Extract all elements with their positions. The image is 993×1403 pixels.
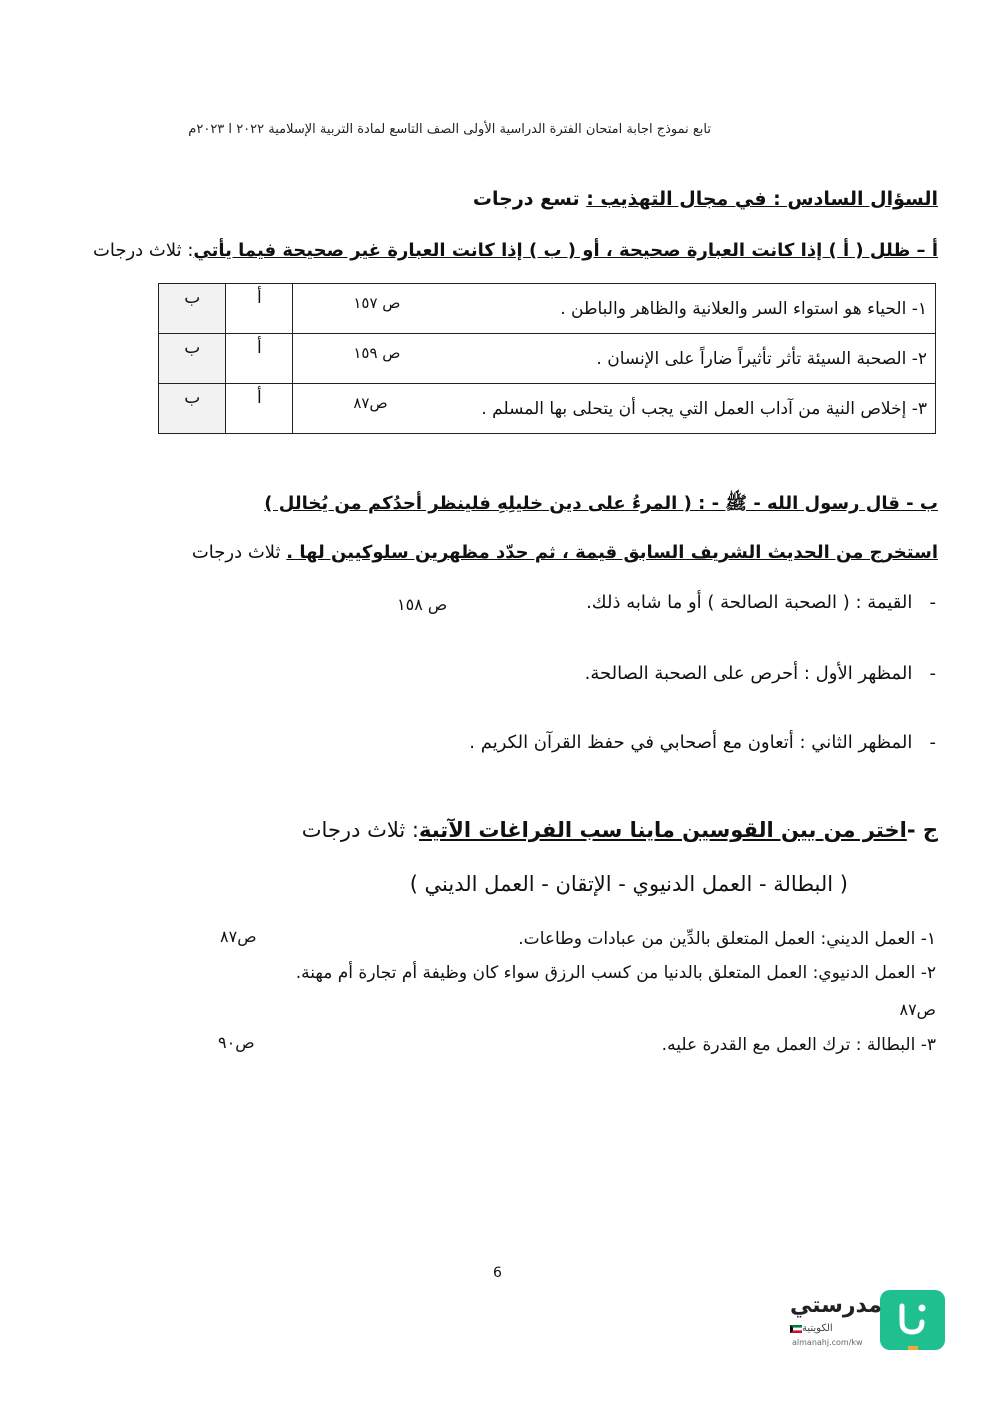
option-b-cell[interactable]: ب	[159, 334, 226, 384]
section-c-marks: : ثلاث درجات	[301, 818, 419, 842]
aspect-one-text: المظهر الأول : أحرص على الصحبة الصالحة.	[584, 663, 913, 684]
logo-mark-icon	[880, 1290, 945, 1350]
section-c-prefix: ج -	[906, 818, 938, 842]
value-text: القيمة : ( الصحبة الصالحة ) أو ما شابه ذلك.	[586, 592, 913, 613]
fill-item: ٣- البطالة : ترك العمل مع القدرة عليه.	[661, 1035, 936, 1055]
kuwait-flag-icon	[790, 1325, 802, 1333]
logo-name: مدرستي	[790, 1293, 882, 1318]
section-a-instruction	[93, 240, 938, 261]
section-c-instruction	[302, 818, 938, 842]
statement-cell	[293, 334, 936, 384]
statement-text: ٣- إخلاص النية من آداب العمل التي يجب أن يتحلى بها المسلم .	[481, 398, 927, 419]
hadith-text: ب - قال رسول الله - ﷺ - : ( المرءُ على دين خليلِهِ فلينظر أحدُكم من يُخالل )	[264, 493, 938, 514]
fill-page-ref: ص٨٧	[220, 927, 257, 946]
page-reference: ص ١٥٩	[353, 344, 401, 362]
page-reference: ص ١٥٧	[353, 294, 401, 312]
logo-icon	[880, 1290, 945, 1350]
fill-page-ref: ص٩٠	[218, 1033, 255, 1052]
bullet-dash: -	[912, 732, 936, 753]
question-title	[473, 188, 938, 210]
statement-cell	[293, 284, 936, 334]
option-a-cell[interactable]: أ	[226, 334, 293, 384]
aspect-two-answer	[469, 732, 936, 753]
page-header: تابع نموذج اجابة امتحان الفترة الدراسية الأولى الصف التاسع لمادة التربية الإسلامية ٢٠٢٢ ا ٢٠٢٣م	[188, 122, 711, 137]
section-b-text: استخرج من الحديث الشريف السابق قيمة ، ثم حدّد مظهرين سلوكيين لها .	[286, 542, 938, 563]
section-b-instruction	[192, 542, 938, 563]
section-a-marks: : ثلاث درجات	[92, 240, 194, 261]
aspect-two-text: المظهر الثاني : أتعاون مع أصحابي في حفظ القرآن الكريم .	[469, 732, 913, 753]
section-b-marks: ثلاث درجات	[191, 542, 281, 563]
section-a-text: أ – ظلل ( أ ) إذا كانت العبارة صحيحة ، أو ( ب ) إذا كانت العبارة غير صحيحة فيما يأتي	[193, 240, 938, 261]
option-b-cell[interactable]: ب	[159, 284, 226, 334]
logo-url: almanahj.com/kw	[792, 1338, 863, 1347]
statement-text: ٢- الصحبة السيئة تأثر تأثيراً ضاراً على الإنسان .	[596, 348, 927, 369]
table-row	[159, 284, 936, 334]
page-number: 6	[493, 1265, 502, 1281]
section-c-text: اختر من بين القوسين ماينا سب الفراغات الآتية	[419, 818, 907, 842]
question-marks: تسع درجات	[472, 188, 580, 210]
question-title-text: السؤال السادس : في مجال التهذيب :	[586, 188, 938, 210]
page-reference: ص٨٧	[353, 394, 388, 412]
option-a-cell[interactable]: أ	[226, 284, 293, 334]
section-b-hadith	[264, 492, 938, 518]
fill-page-ref: ص٨٧	[899, 1000, 936, 1019]
statement-text: ١- الحياء هو استواء السر والعلانية والظاهر والباطن .	[560, 298, 927, 319]
word-bank: ( البطالة - العمل الدنيوي - الإتقان - العمل الديني )	[409, 872, 848, 896]
value-answer	[586, 592, 936, 613]
fill-item: ١- العمل الديني: العمل المتعلق بالدِّين من عبادات وطاعات.	[518, 929, 936, 949]
table-row	[159, 384, 936, 434]
fill-item: ٢- العمل الدنيوي: العمل المتعلق بالدنيا من كسب الرزق سواء كان وظيفة أم تجارة أم مهنة.	[295, 963, 936, 983]
option-b-cell[interactable]: ب	[159, 384, 226, 434]
value-page-ref: ص ١٥٨	[397, 595, 448, 614]
aspect-one-answer	[585, 663, 936, 684]
option-a-cell[interactable]: أ	[226, 384, 293, 434]
true-false-table	[158, 283, 936, 434]
statement-cell	[293, 384, 936, 434]
table-row	[159, 334, 936, 384]
logo-subtitle: الكويتية	[802, 1323, 833, 1334]
bullet-dash: -	[912, 663, 936, 684]
bullet-dash: -	[912, 592, 936, 613]
